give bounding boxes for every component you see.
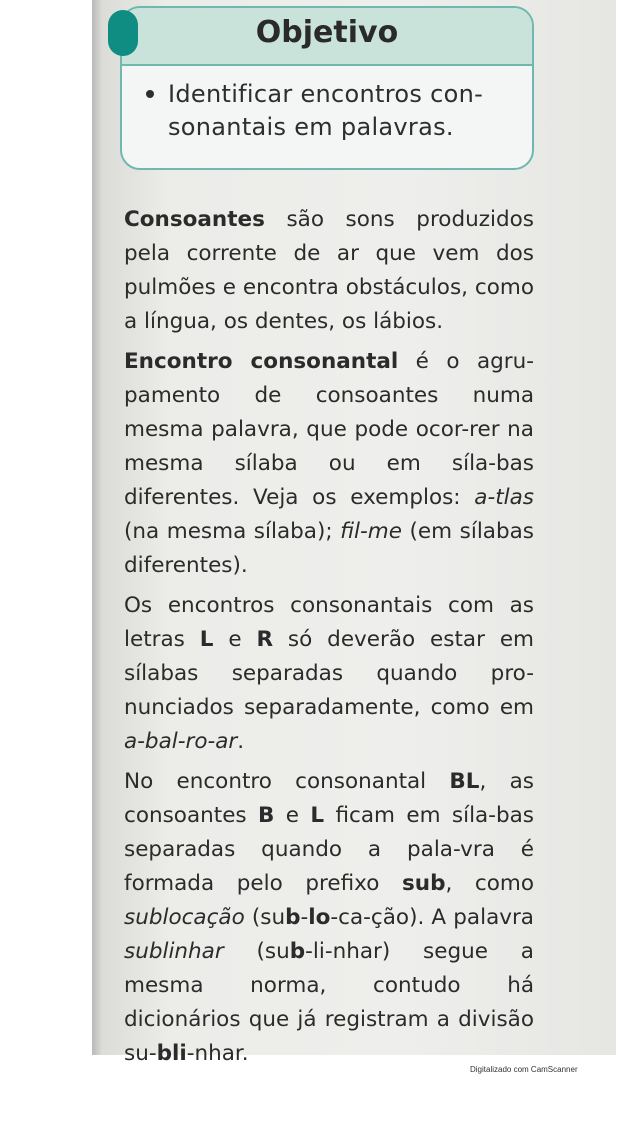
- text-segment: e: [274, 803, 311, 828]
- text-segment: (su: [223, 939, 290, 964]
- text-segment: -ca-ção). A palavra: [330, 905, 534, 930]
- paragraph-letras-l-r: [124, 589, 534, 759]
- text-segment: sublinhar: [124, 939, 224, 964]
- text-segment: b: [285, 905, 301, 930]
- text-segment: Os encontros consonantais com as letras: [124, 593, 534, 652]
- text-segment: , as consoantes: [124, 769, 534, 828]
- objective-item: Identificar encontros con-sonantais em palavras.: [168, 80, 484, 141]
- text-segment: lo: [308, 905, 331, 930]
- text-segment: b: [289, 939, 306, 964]
- objective-title: Objetivo: [255, 15, 399, 50]
- text-segment: bli: [156, 1041, 187, 1066]
- text-segment: é o agru-pamento de consoantes numa mesma palavra, que pode ocor-rer na mesma sílaba ou em síla-bas diferentes. Veja os exemplos:: [124, 349, 534, 510]
- text-segment: B: [258, 803, 275, 828]
- text-segment: .: [237, 729, 245, 754]
- text-segment: Encontro consonantal: [124, 349, 399, 374]
- text-segment: -: [300, 905, 309, 930]
- text-segment: L: [310, 803, 325, 828]
- text-segment: são sons produzidos pela corrente de ar que vem dos pulmões e encontra obstáculos, como a língua, os dentes, os lábios.: [124, 207, 534, 334]
- text-segment: R: [256, 627, 274, 652]
- text-segment: -nhar.: [186, 1041, 249, 1066]
- bullet-icon: [146, 90, 154, 98]
- text-segment: a-bal-ro-ar: [124, 729, 238, 754]
- text-segment: (su: [244, 905, 286, 930]
- paragraph-encontro-consonantal: [124, 345, 534, 583]
- scanner-watermark: Digitalizado com CamScanner: [470, 1065, 578, 1074]
- page-shadow: [92, 0, 102, 1055]
- text-segment: No encontro consonantal: [124, 769, 450, 794]
- text-segment: BL: [449, 769, 480, 794]
- paragraph-consoantes: [124, 203, 534, 339]
- text-segment: sublocação: [124, 905, 245, 930]
- text-segment: ficam em síla-bas separadas quando a pala-vra é formada pelo prefixo: [124, 803, 534, 896]
- text-segment: só deverão estar em sílabas separadas quando pro-nunciados separadamente, como em: [124, 627, 534, 720]
- text-segment: Consoantes: [124, 207, 265, 232]
- body-text: [124, 203, 534, 1077]
- text-segment: L: [199, 627, 214, 652]
- text-segment: (na mesma sílaba);: [124, 519, 341, 544]
- text-segment: -li-nhar) segue a mesma norma, contudo há dicionários que já registram a divisão su-: [124, 939, 534, 1066]
- text-segment: fil-me: [340, 519, 402, 544]
- text-segment: (em sílabas diferentes).: [124, 519, 534, 578]
- text-segment: a-tlas: [474, 485, 534, 510]
- text-segment: sub: [401, 871, 446, 896]
- text-segment: e: [213, 627, 257, 652]
- text-segment: , como: [445, 871, 534, 896]
- paragraph-encontro-bl: [124, 765, 534, 1071]
